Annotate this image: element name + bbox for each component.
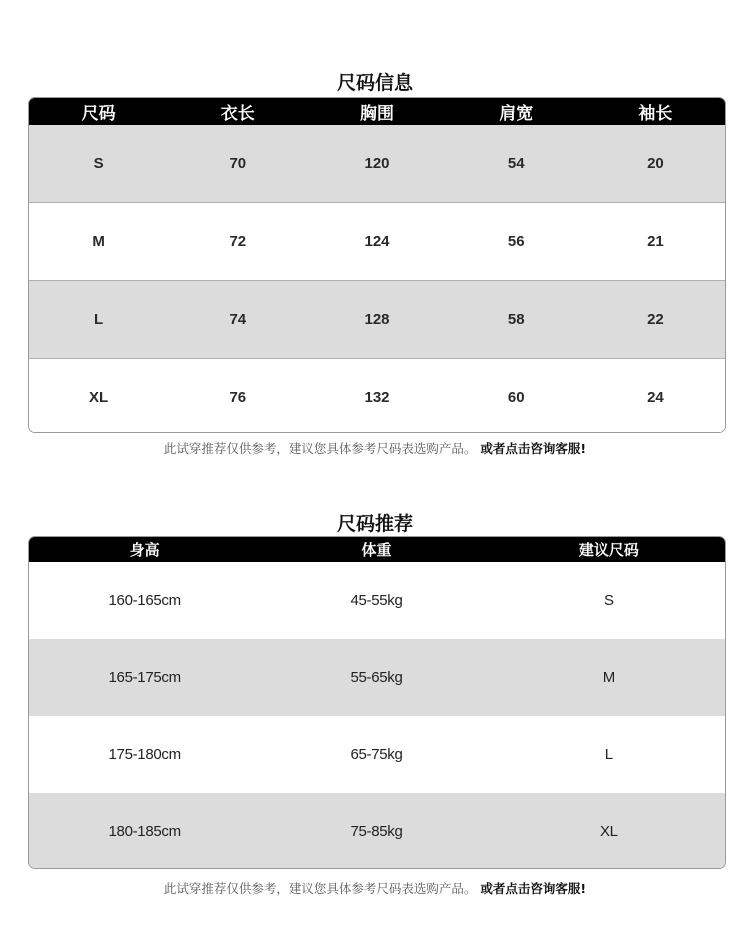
table-cell: 20 xyxy=(647,155,664,172)
table-cell: 132 xyxy=(364,389,390,406)
table-cell: 60 xyxy=(507,389,525,406)
table-cell: 65-75kg xyxy=(350,746,403,763)
header-sleeve: 袖长 xyxy=(638,104,673,124)
table-cell: 45-55kg xyxy=(350,592,403,609)
table-cell: 76 xyxy=(229,389,247,406)
table-cell: 165-175cm xyxy=(108,669,181,686)
table-row xyxy=(29,202,725,280)
table-cell: 55-65kg xyxy=(350,669,403,686)
table-cell: M xyxy=(602,669,615,686)
size-recommend-note xyxy=(0,879,750,897)
contact-service-link[interactable]: 或者点击咨询客服! xyxy=(480,881,587,896)
table-cell: 24 xyxy=(647,389,664,406)
table-cell: 74 xyxy=(229,311,247,328)
table-cell: 54 xyxy=(507,155,525,172)
table-cell: 120 xyxy=(364,155,390,172)
table-row xyxy=(29,125,725,202)
table-cell: 160-165cm xyxy=(108,592,181,609)
table-cell: XL xyxy=(89,389,109,406)
table-header xyxy=(29,537,725,562)
table-cell: 58 xyxy=(507,311,525,328)
table-row xyxy=(29,716,725,793)
header-length: 衣长 xyxy=(220,104,255,124)
header-chest: 胸围 xyxy=(360,104,394,124)
table-cell: 180-185cm xyxy=(108,823,181,840)
table-cell: S xyxy=(93,155,104,172)
table-cell: 72 xyxy=(229,233,247,250)
contact-service-link[interactable]: 或者点击咨询客服! xyxy=(480,441,587,456)
table-cell: 175-180cm xyxy=(108,746,181,763)
table-row xyxy=(29,562,725,639)
note-text: 此试穿推荐仅供参考，建议您具体参考尺码表选购产品。 xyxy=(163,881,477,896)
table-cell: 124 xyxy=(364,233,390,250)
table-row xyxy=(29,639,725,716)
note-text: 此试穿推荐仅供参考，建议您具体参考尺码表选购产品。 xyxy=(163,441,477,456)
size-recommend-table xyxy=(28,536,726,869)
table-cell: 75-85kg xyxy=(350,823,403,840)
table-row xyxy=(29,793,725,869)
header-suggested-size: 建议尺码 xyxy=(578,541,639,559)
table-cell: XL xyxy=(599,823,618,840)
table-cell: S xyxy=(603,592,614,609)
header-shoulder: 肩宽 xyxy=(499,104,534,124)
table-cell: M xyxy=(92,233,105,250)
table-cell: 56 xyxy=(507,233,525,250)
header-weight: 体重 xyxy=(361,541,392,559)
table-row xyxy=(29,280,725,358)
header-size: 尺码 xyxy=(81,104,116,124)
table-cell: 21 xyxy=(647,233,664,250)
table-cell: L xyxy=(604,746,613,763)
table-cell: 70 xyxy=(229,155,247,172)
table-header xyxy=(29,98,725,125)
table-cell: L xyxy=(94,311,104,328)
table-cell: 128 xyxy=(364,311,390,328)
size-info-table xyxy=(28,97,726,433)
table-row xyxy=(29,358,725,433)
size-info-title: 尺码信息 xyxy=(336,72,413,94)
header-height: 身高 xyxy=(129,541,160,559)
size-recommend-title: 尺码推荐 xyxy=(336,513,413,535)
size-info-note xyxy=(0,439,750,457)
table-cell: 22 xyxy=(647,311,664,328)
